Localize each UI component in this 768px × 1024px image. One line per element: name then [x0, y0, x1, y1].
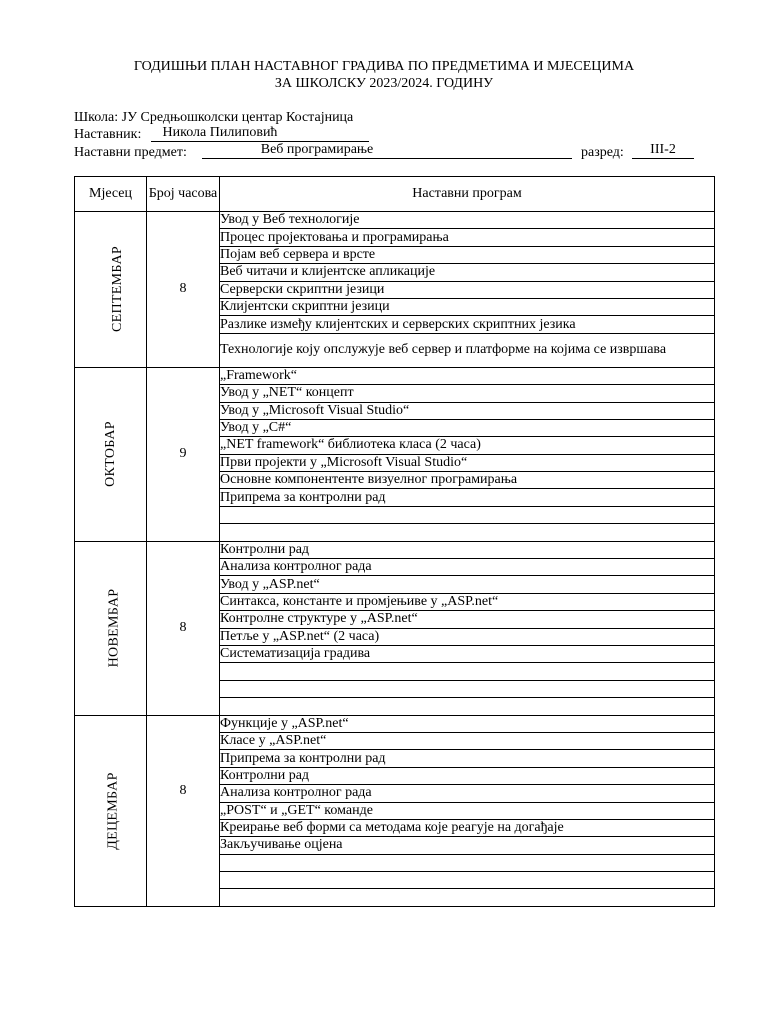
table-row — [75, 212, 715, 229]
topic-cell: Појам веб сервера и врсте — [220, 246, 715, 263]
plan-table — [74, 176, 715, 907]
topic-cell — [220, 680, 715, 697]
topic-cell: Анализа контролног рада — [220, 559, 715, 576]
topic-cell: Контролни рад — [220, 541, 715, 558]
hours-cell-november: 8 — [147, 541, 220, 715]
topic-cell — [220, 506, 715, 523]
topic-cell: Синтакса, константе и промјењиве у „ASP.net“ — [220, 593, 715, 610]
header-program: Наставни програм — [220, 177, 715, 212]
subject-value: Веб програмирање — [260, 142, 374, 157]
school-label: Школа: — [74, 110, 119, 125]
topic-cell: „NET framework“ библиотека класа (2 часа) — [220, 437, 715, 454]
topic-cell: Клијентски скриптни језици — [220, 298, 715, 315]
grade-field — [632, 142, 694, 159]
title-line-1: ГОДИШЊИ ПЛАН НАСТАВНОГ ГРАДИВА ПО ПРЕДМЕТИМА И МЈЕСЕЦИМА — [133, 59, 635, 74]
topic-cell: Увод у „C#“ — [220, 419, 715, 436]
hours-cell-december: 8 — [147, 715, 220, 906]
topic-cell: Контролне структуре у „ASP.net“ — [220, 611, 715, 628]
subject-field — [202, 142, 572, 159]
table-row — [75, 367, 715, 384]
subject-label: Наставни предмет: — [74, 145, 187, 160]
grade-value: III-2 — [650, 142, 676, 157]
topic-cell — [220, 698, 715, 715]
topic-cell — [220, 889, 715, 906]
month-name: ОКТОБАР — [102, 421, 118, 488]
grade-label: разред: — [581, 145, 624, 160]
table-header-row — [75, 177, 715, 212]
table-row — [75, 541, 715, 558]
topic-cell — [220, 854, 715, 871]
teacher-field — [151, 125, 369, 142]
teacher-value: Никола Пилиповић — [162, 125, 278, 140]
topic-cell: Припрема за контролни рад — [220, 750, 715, 767]
topic-cell: Технологије коју опслужује веб сервер и платформе на којима се извршава — [220, 333, 715, 367]
topic-cell — [220, 872, 715, 889]
title-line-2: ЗА ШКОЛСКУ 2023/2024. ГОДИНУ — [274, 76, 494, 91]
topic-cell: Први пројекти у „Microsoft Visual Studio“ — [220, 454, 715, 471]
topic-cell: Увод у Веб технологије — [220, 212, 715, 229]
topic-cell: „POST“ и „GET“ команде — [220, 802, 715, 819]
header-month: Мјесец — [75, 177, 147, 212]
topic-cell: Класе у „ASP.net“ — [220, 732, 715, 749]
topic-cell: „Framework“ — [220, 367, 715, 384]
topic-cell: Функције у „ASP.net“ — [220, 715, 715, 732]
topic-cell: Анализа контролног рада — [220, 785, 715, 802]
topic-cell: Увод у „NET“ концепт — [220, 385, 715, 402]
month-name: НОВЕМБАР — [106, 588, 122, 668]
topic-cell: Процес пројектовања и програмирања — [220, 229, 715, 246]
teacher-label: Наставник: — [74, 127, 142, 142]
topic-cell: Основне компонентенте визуелног програмирања — [220, 472, 715, 489]
month-cell-december — [75, 715, 147, 906]
header-hours: Број часова — [147, 177, 220, 212]
topic-cell: Увод у „Microsoft Visual Studio“ — [220, 402, 715, 419]
topic-cell: Систематизација градива — [220, 645, 715, 662]
month-cell-september — [75, 212, 147, 368]
topic-cell: Креирање веб форми са методама које реагује на догађаје — [220, 819, 715, 836]
hours-cell-october: 9 — [147, 367, 220, 541]
topic-cell — [220, 524, 715, 541]
school-value: ЈУ Средњошколски центар Костајница — [121, 110, 354, 125]
topic-cell: Увод у „ASP.net“ — [220, 576, 715, 593]
topic-cell: Закључивање оцјена — [220, 837, 715, 854]
topic-cell: Разлике између клијентских и серверских скриптних језика — [220, 316, 715, 333]
month-cell-october — [75, 367, 147, 541]
hours-cell-september: 8 — [147, 212, 220, 368]
school-line — [74, 109, 353, 126]
topic-cell: Припрема за контролни рад — [220, 489, 715, 506]
topic-cell: Серверски скриптни језици — [220, 281, 715, 298]
table-row — [75, 715, 715, 732]
topic-cell — [220, 663, 715, 680]
month-name: СЕПТЕМБАР — [110, 246, 126, 333]
topic-cell: Контролни рад — [220, 767, 715, 784]
month-name: ДЕЦЕМБАР — [105, 772, 121, 850]
topic-cell: Веб читачи и клијентске апликације — [220, 264, 715, 281]
month-cell-november — [75, 541, 147, 715]
topic-cell: Петље у „ASP.net“ (2 часа) — [220, 628, 715, 645]
